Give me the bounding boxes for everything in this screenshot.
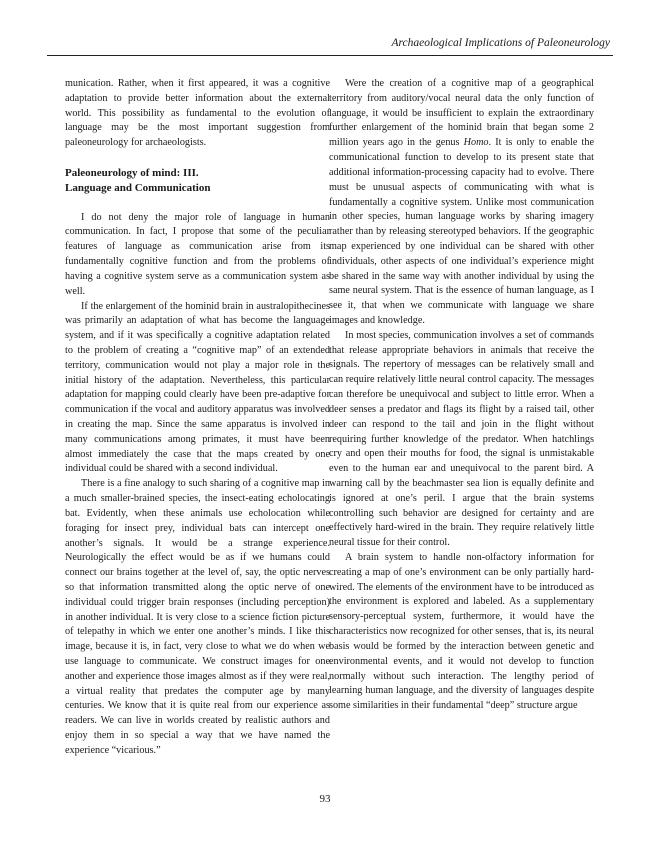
genus-name-italic: Homo [463, 137, 489, 149]
running-head: Archaeological Implications of Paleoneurology [391, 37, 610, 49]
header-rule [47, 55, 613, 56]
section-heading-line-2: Language and Communication [65, 181, 211, 194]
right-paragraph-2: In most species, communication involves a set of commands that release appropriate behaviors in animals that receive the signals. The repertory of messages can be relatively small and can require relatively little neural control capacity. The messages can therefore be unequivocal and subject to little error. When a deer senses a predator and flags its flight by a raised tail, other deer can respond to the tail and join in the flight without requiring further knowledge of the predator. When hatchlings cry and open their mouths for food, the signal is unmistakable even to the human ear and unequivocal to the parent bird. A warning call by the beachmaster sea lion is equally definite and is ignored at one’s peril. I argue that the brain systems controlling such behavior are designed for certainty and are effectively hard-wired in the brain. They require relatively little neural tissue for their control. [329, 329, 594, 549]
right-column [329, 77, 594, 714]
left-paragraph-1: munication. Rather, when it first appeared, it was a cognitive adaptation to provide better information about the external world. This possibility as fundamental to the evolution of language may be the most important suggestion from paleoneurology for archaeologists. [65, 78, 330, 149]
page-number: 93 [319, 793, 331, 805]
right-paragraph-3: A brain system to handle non-olfactory information for creating a map of one’s environment can be only partially hard-wired. The elements of the environment have to be introduced as the environment is explored and labeled. As a supplementary sensory-perceptual system, furthermore, it would have the characteristics now recognized for other senses, that is, its neural basis would be formed by the interaction between genetic and environmental events, and it would not develop to function normally without such interaction. The lengthy period of learning human language, and the diversity of languages despite some similarities in their fundamental “deep” structure argue [329, 552, 594, 712]
left-column [65, 77, 330, 759]
left-paragraph-3: If the enlargement of the hominid brain in australopithecines was primarily an adaptation of what has become the language system, and if it was specifically a cognitive adaptation related to the problem of creating a “cognitive map” of an extended territory, communication would not play a major role in the initial history of the adaptation. Nevertheless, this particular adaptation for mapping could clearly have been pre-adaptive for communication if the vocal and auditory apparatus was involved in creating the map. Since the same apparatus is involved in many communications among primates, it must have been almost immediately the case that the maps created by one individual could be shared with a second individual. [65, 300, 330, 475]
section-heading [65, 166, 330, 196]
left-paragraph-4: There is a fine analogy to such sharing of a cognitive map in a much smaller-brained species, the insect-eating echolocating bat. Evidently, when these animals use echolocation while foraging for insect prey, individual bats can intercept one another’s signals. It would be a strange experience. Neurologically the effect would be as if we humans could connect our brains together at the level of, say, the optic nerves so that information transmitted along the optic nerve of one individual could trigger brain responses (including perception) in another individual. It is very close to a science fiction picture of telepathy in which we enter one another’s minds. I like this image, because it is, in fact, very close to what we do when we use language to communicate. We construct images for one another and experience those images almost as if they were real, a virtual reality that predates the computer age by many centuries. We know that it is quite real from our experience as readers. We can live in worlds created by realistic authors and enjoy them in so special a way that we have named the experience “vicarious.” [65, 478, 330, 756]
right-paragraph-1: Were the creation of a cognitive map of a geographical territory from auditory/vocal neural data the only function of language, it would be insufficient to explain the extraordinary further enlargement of the hominid brain that began some 2 million years ago in the genus Homo. It is only to enable the communicational function to develop to its present state that additional information-processing capacity had to evolve. There must be unusual aspects of communicating with what is fundamentally a cognitive system. Unlike most communication in other species, human language works by sharing imagery rather than by releasing stereotyped behaviors. If the geographic map experienced by one individual can be shared with other individuals, other aspects of one individual’s experience might be shared in the same way with another individual by using the same neural system. That is the essence of human language, as I see it, that when we communicate with language we share images and knowledge. [329, 78, 594, 326]
left-paragraph-2: I do not deny the major role of language in human communication. In fact, I propose that some of the peculiar features of language as communication arise from its fundamentally cognitive function and from the problems of having a cognitive system serve as a communication system as well. [65, 211, 330, 297]
section-heading-line-1: Paleoneurology of mind: III. [65, 167, 199, 180]
